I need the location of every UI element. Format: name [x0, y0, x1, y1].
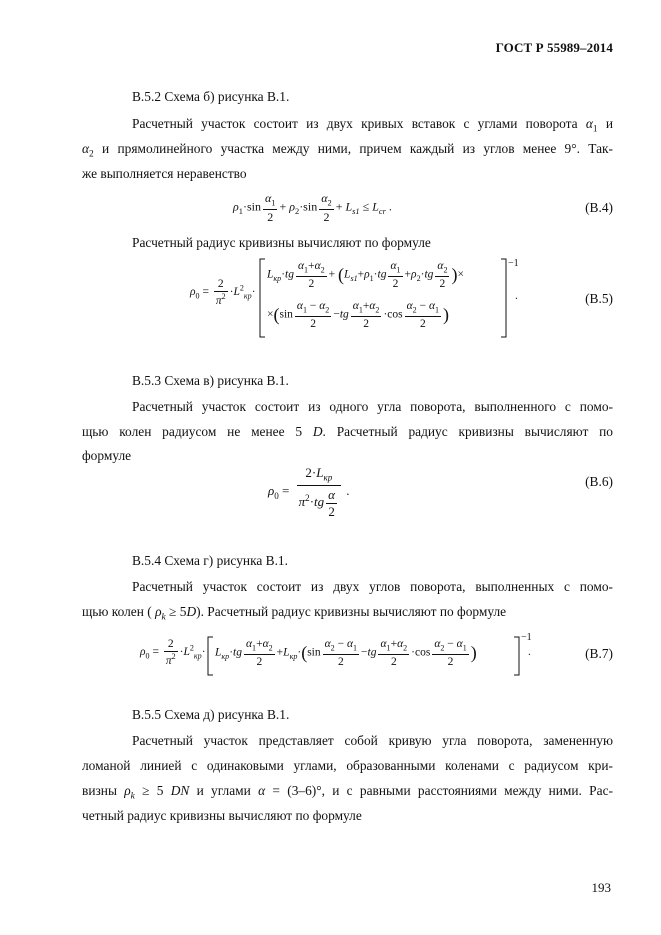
- section-heading-b53: В.5.3 Схема в) рисунка В.1.: [132, 373, 289, 388]
- paragraph-b52-formula-intro: Расчетный радиус кривизны вычисляют по формуле: [132, 235, 431, 250]
- page-number: 193: [591, 880, 611, 895]
- section-heading-b52: В.5.2 Схема б) рисунка В.1.: [132, 89, 290, 104]
- section-heading-b54: В.5.4 Схема г) рисунка В.1.: [132, 553, 288, 568]
- paragraph-b52-line-1: Расчетный участок состоит из двух кривых вставок с углами поворота $\alpha_1$ и: [132, 116, 613, 135]
- paragraph-b52-line-3: же выполняется неравенство: [82, 166, 247, 181]
- paragraph-b55-line-2: ломаной линией с одинаковыми углами, образованными коленами с радиусом кри-: [82, 758, 613, 773]
- formula-b6: $\rho_0$ = $2\cdot L_{кр}$ $\pi^2\cdot tg$ $\frac{\alpha}{2}$ .: [268, 465, 350, 519]
- document-header: ГОСТ Р 55989–2014: [495, 40, 613, 55]
- section-heading-b55: В.5.5 Схема д) рисунка В.1.: [132, 707, 290, 722]
- equation-number-b6: (В.6): [585, 474, 613, 489]
- formula-b7: $\rho_0$ = $\frac{2}{\pi^2}$ $\cdot L^2_{кр}\cdot$ $L_{кр}\cdot tg$ $\frac{\alpha_1+\alpha_2}{2}$ $+L_{кр}\cdot(\sin$ $\frac{\alpha_2 - \alpha_1}{2}$ −tg $\frac{\alpha_1+\alpha_2}{2}$ ·cos $\frac{\alpha_2 - \alpha_1}{2}$ ) −1 .: [140, 632, 540, 680]
- right-bracket-icon: [500, 258, 508, 338]
- equation-number-b7: (В.7): [585, 646, 613, 661]
- paragraph-b53-line-2: щью колен радиусом не менее 5 D. Расчетный радиус кривизны вычисляют по: [82, 424, 613, 439]
- paragraph-b55-line-1: Расчетный участок представляет собой кривую угла поворота, замененную: [132, 733, 613, 748]
- paragraph-b55-line-3: визны $\rho_k \ge 5$ DN и углами α = (3–6)°, и с равными расстояниями между ними. Рас-: [82, 783, 613, 802]
- formula-b4: $\rho_1\cdot\sin$ $\frac{\alpha_1}{2}$ + $\rho_2\cdot\sin$ $\frac{\alpha_2}{2}$ + $L_{s1} \le L_{cr}$ .: [233, 191, 392, 225]
- right-bracket-icon: [513, 636, 521, 676]
- left-bracket-icon: [258, 258, 266, 338]
- left-bracket-icon: [206, 636, 214, 676]
- formula-b5: $\rho_0$ = $\frac{2}{\pi^2}$ $\cdot L^2_{кр}\cdot$ $L_{кр}\cdot tg$ $\frac{\alpha_1+\alpha_2}{2}$ + ($L_{s1}+\rho_1\cdot tg$ $\frac{\alpha_1}{2}$ $+\rho_2\cdot tg$ $\frac{\alpha_2}{2}$ )× ×(sin $\frac{\alpha_1 - \alpha_2}{2}$ −tg $\frac{\alpha_1+\alpha_2}{2}$ ·cos $\frac{\alpha_2 - \alpha_1}{2}$ ) −1 .: [190, 258, 530, 338]
- paragraph-b53-line-1: Расчетный участок состоит из одного угла поворота, выполненного с помо-: [132, 399, 613, 414]
- paragraph-b55-line-4: четный радиус кривизны вычисляют по формуле: [82, 808, 362, 823]
- paragraph-b53-line-3: формуле: [82, 448, 132, 463]
- paragraph-b54-line-2: щью колен ( $\rho_k \ge 5D$). Расчетный радиус кривизны вычисляют по формуле: [82, 604, 507, 623]
- paragraph-b54-line-1: Расчетный участок состоит из двух углов поворота, выполненных с помо-: [132, 579, 613, 594]
- equation-number-b4: (В.4): [585, 200, 613, 215]
- equation-number-b5: (В.5): [585, 291, 613, 306]
- paragraph-b52-line-2: $\alpha_2$ и прямолинейного участка между ними, причем каждый из углов менее 9°. Так-: [82, 141, 613, 160]
